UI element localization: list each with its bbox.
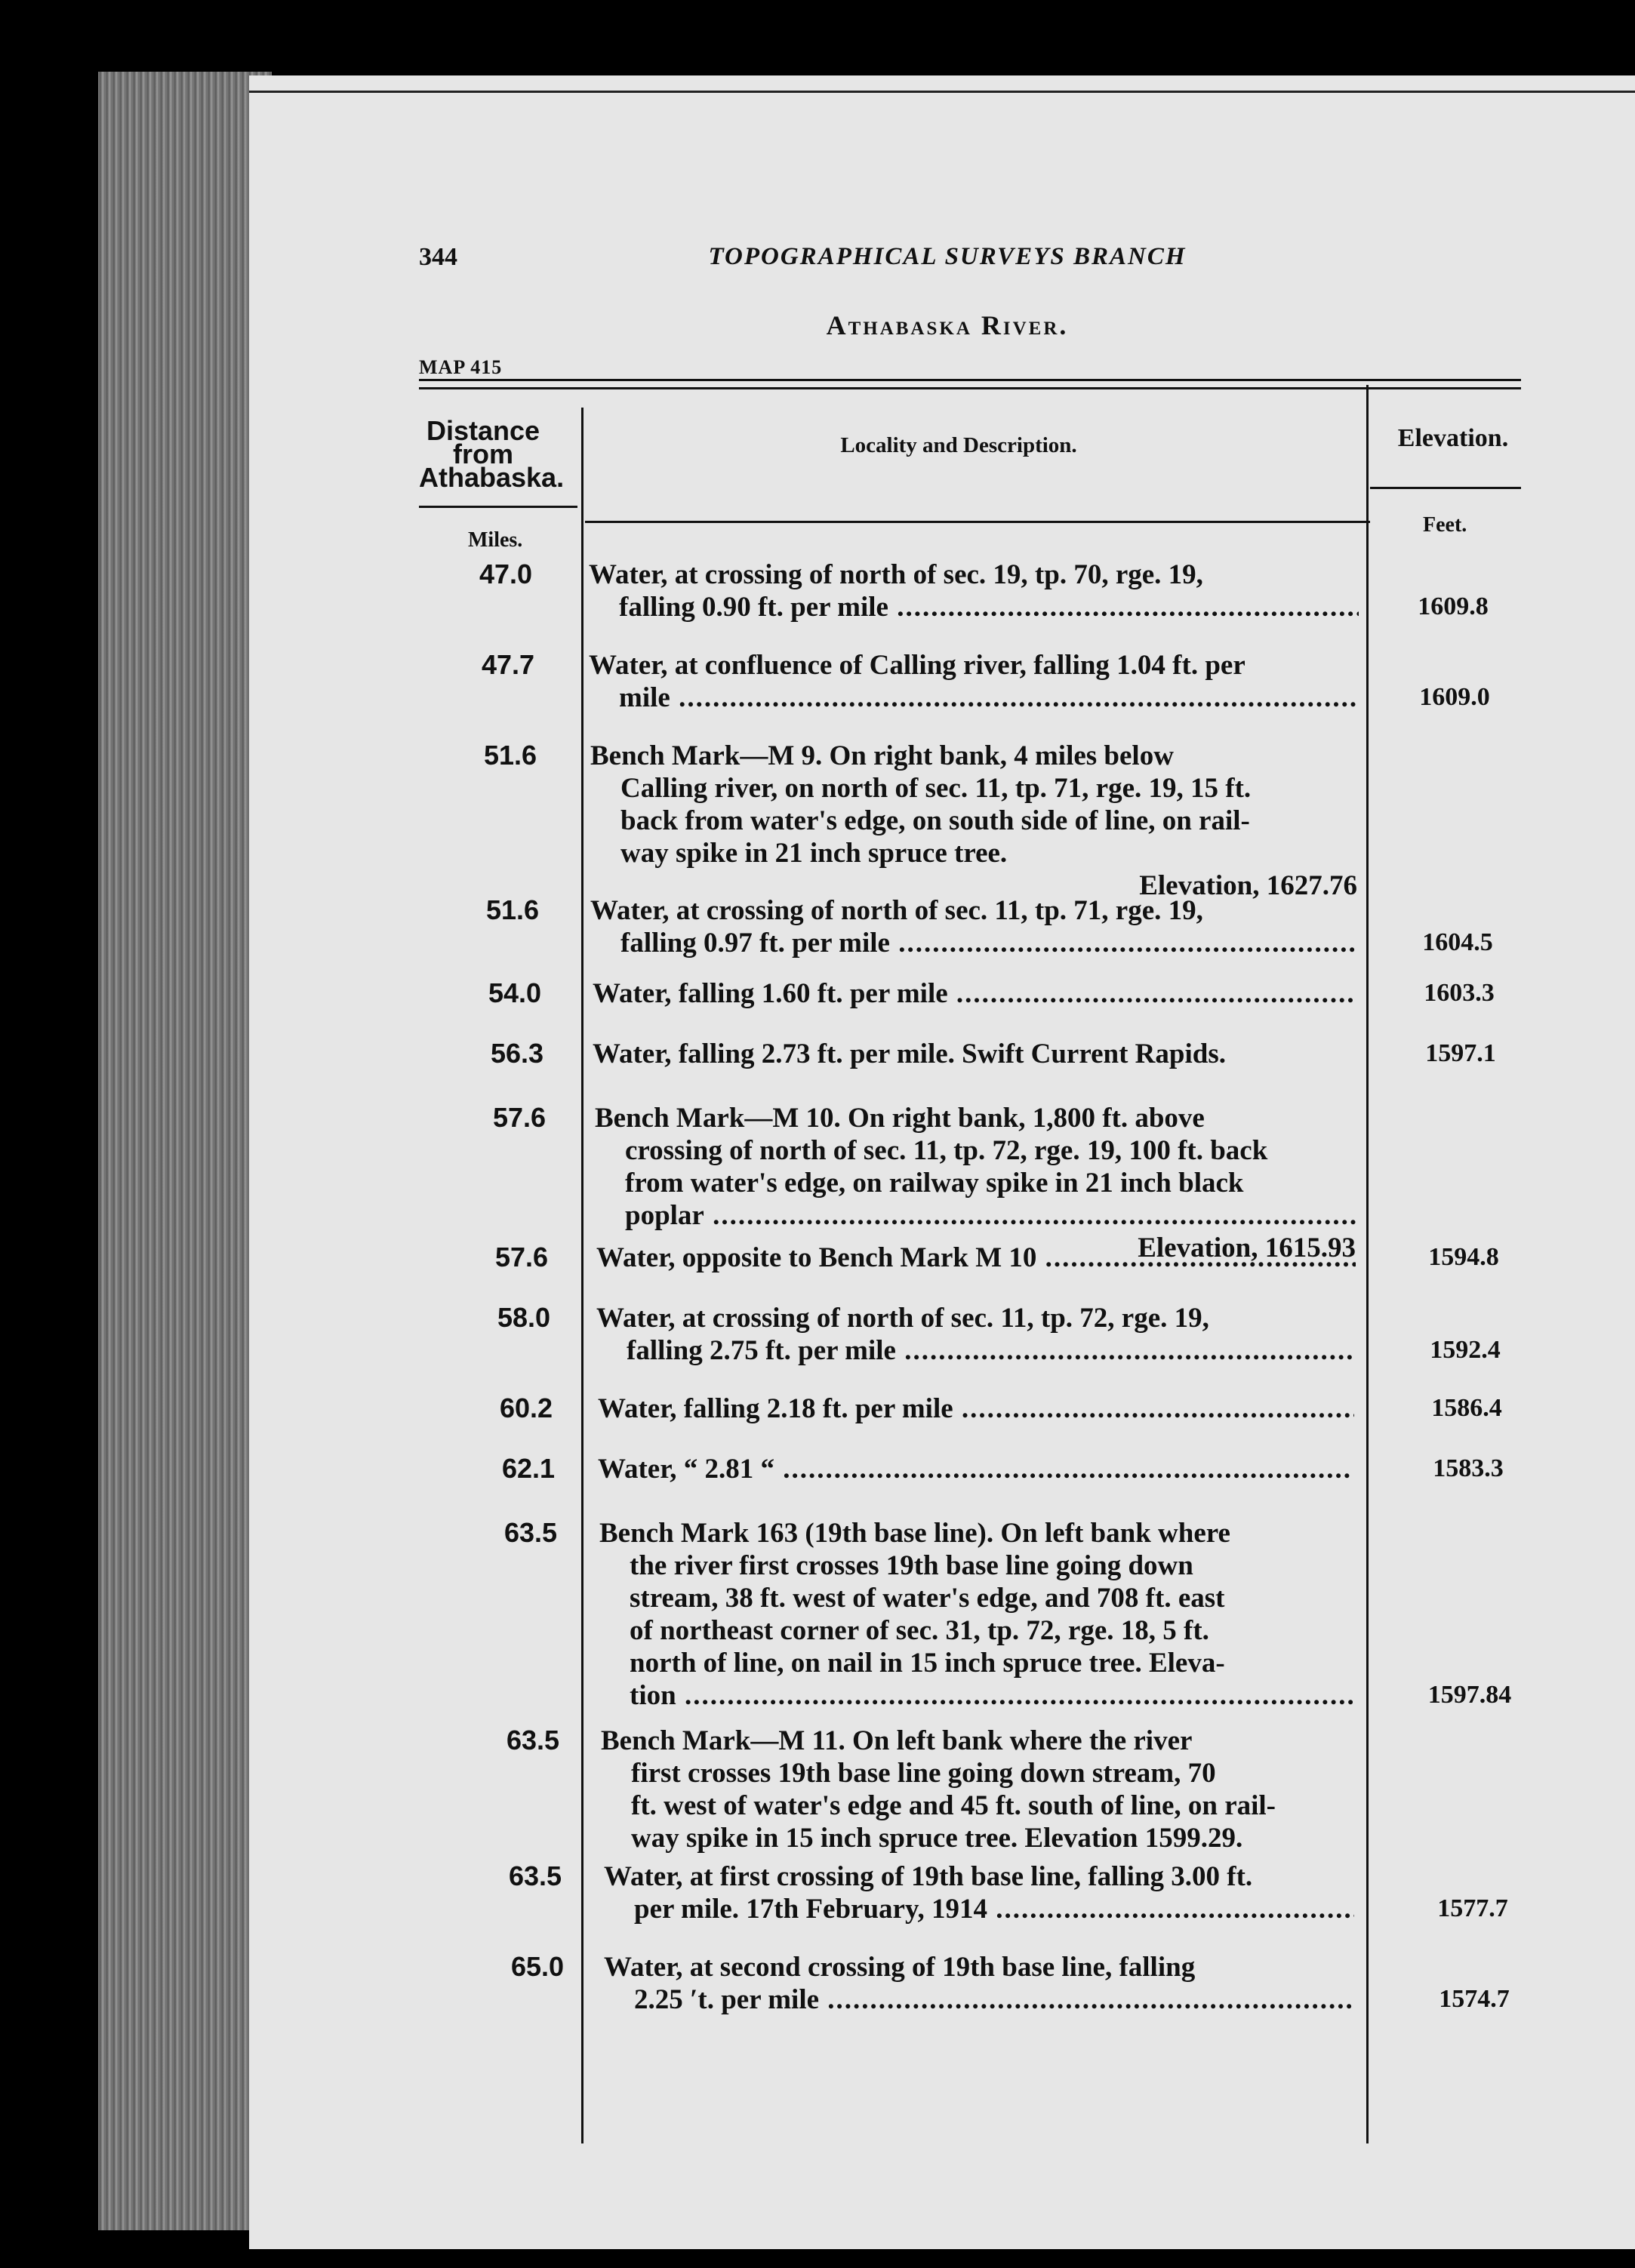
row-description xyxy=(593,977,1356,1010)
row-description xyxy=(604,1860,1354,1925)
column-rule-locality xyxy=(585,521,1370,523)
row-description xyxy=(599,1517,1353,1712)
description-line: Calling river, on north of sec. 11, tp. 71, rge. 19, 15 ft. xyxy=(620,773,1252,804)
description-line: Water, falling 2.18 ft. per mile ..... xyxy=(598,1392,1354,1425)
row-elevation: 1583.3 xyxy=(1433,1454,1504,1482)
description-line: tion ..... xyxy=(599,1679,1353,1712)
row-elevation: 1592.4 xyxy=(1430,1336,1501,1364)
document-page xyxy=(249,75,1635,2249)
description-line: ft. west of water's edge and 45 ft. south of line, on rail- xyxy=(631,1790,1276,1821)
description-line: mile ..... xyxy=(589,682,1357,714)
row-description xyxy=(598,1392,1354,1425)
description-line: falling 0.97 ft. per mile ..... xyxy=(590,927,1356,959)
description-line: north of line, on nail in 15 inch spruce tree. Eleva- xyxy=(630,1648,1225,1679)
row-distance: 60.2 xyxy=(499,1392,553,1423)
description-line: 2.25 ′t. per mile ..... xyxy=(604,1983,1353,2016)
column-header-locality: Locality and Description. xyxy=(840,433,1077,457)
description-line: Bench Mark—M 11. On left bank where the river xyxy=(601,1725,1193,1756)
row-elevation: 1609.0 xyxy=(1419,683,1490,711)
row-description xyxy=(593,1038,1355,1070)
page-header xyxy=(419,243,1476,288)
row-description xyxy=(590,740,1357,902)
row-elevation: 1594.8 xyxy=(1428,1243,1499,1271)
page-number: 344 xyxy=(419,243,457,271)
row-elevation: 1597.84 xyxy=(1427,1681,1512,1709)
column-header-distance: Distance from Athabaska. xyxy=(419,415,565,493)
description-line: Bench Mark—M 10. On right bank, 1,800 ft. above xyxy=(595,1103,1205,1134)
description-line: Water, at confluence of Calling river, falling 1.04 ft. per xyxy=(589,650,1245,681)
description-line: Elevation, 1615.93 xyxy=(1138,1232,1356,1263)
row-elevation: 1604.5 xyxy=(1422,928,1493,956)
description-line: from water's edge, on railway spike in 21 inch black xyxy=(625,1168,1244,1199)
row-distance: 65.0 xyxy=(510,1951,565,1982)
description-line: of northeast corner of sec. 31, tp. 72, rge. 18, 5 ft. xyxy=(630,1615,1209,1646)
row-elevation: 1586.4 xyxy=(1431,1394,1502,1422)
row-distance: 56.3 xyxy=(490,1038,544,1069)
row-distance: 57.6 xyxy=(494,1242,549,1272)
row-distance: 63.5 xyxy=(508,1860,562,1891)
column-divider-right xyxy=(1366,385,1369,2143)
description-line: Water, at crossing of north of sec. 11, tp. 72, rge. 19, xyxy=(596,1303,1209,1334)
description-line: stream, 38 ft. west of water's edge, and 708 ft. east xyxy=(630,1583,1225,1614)
description-line: way spike in 15 inch spruce tree. Elevation 1599.29. xyxy=(631,1823,1243,1854)
row-distance: 58.0 xyxy=(497,1302,551,1333)
row-description xyxy=(601,1725,1353,1854)
description-line: Bench Mark—M 9. On right bank, 4 miles below xyxy=(590,740,1174,771)
row-description xyxy=(598,1453,1353,1485)
row-description xyxy=(589,559,1359,623)
book-page-edges xyxy=(98,72,272,2230)
description-line: Water, “ 2.81 “ ..... xyxy=(598,1453,1353,1485)
row-distance: 51.6 xyxy=(485,894,540,925)
column-rule-elevation xyxy=(1370,487,1521,489)
row-elevation: 1577.7 xyxy=(1437,1894,1508,1922)
description-line: back from water's edge, on south side of line, on rail- xyxy=(620,805,1250,836)
description-line: Water, falling 2.73 ft. per mile. Swift Current Rapids. xyxy=(593,1039,1226,1069)
row-description xyxy=(596,1302,1354,1367)
row-elevation: 1597.1 xyxy=(1425,1039,1496,1067)
row-description xyxy=(595,1102,1356,1264)
description-line: Water, at second crossing of 19th base line, falling xyxy=(604,1952,1196,1983)
description-line: falling 2.75 ft. per mile ..... xyxy=(596,1334,1354,1367)
column-rule-distance xyxy=(419,506,577,508)
description-line: Elevation, 1627.76 xyxy=(1139,870,1357,901)
description-line: first crosses 19th base line going down stream, 70 xyxy=(631,1758,1216,1789)
row-elevation: 1603.3 xyxy=(1424,979,1495,1007)
description-line: Water, opposite to Bench Mark M 10 ..... xyxy=(596,1242,1356,1274)
row-description xyxy=(590,894,1356,959)
page-top-edge xyxy=(249,91,1635,93)
description-line: Water, at first crossing of 19th base line, falling 3.00 ft. xyxy=(604,1861,1253,1892)
description-line: Water, at crossing of north of sec. 11, tp. 71, rge. 19, xyxy=(590,895,1203,926)
row-description xyxy=(589,649,1357,714)
row-distance: 47.7 xyxy=(481,649,535,680)
description-line: Water, falling 1.60 ft. per mile ..... xyxy=(593,977,1356,1010)
row-distance: 47.0 xyxy=(479,559,533,589)
description-line: falling 0.90 ft. per mile ..... xyxy=(589,591,1359,623)
header-double-rule xyxy=(419,379,1521,389)
description-line: poplar ..... xyxy=(595,1199,1356,1232)
running-title: TOPOGRAPHICAL SURVEYS BRANCH xyxy=(708,243,1187,270)
description-line: Bench Mark 163 (19th base line). On left bank where xyxy=(599,1518,1230,1549)
row-elevation: 1574.7 xyxy=(1439,1985,1510,2013)
column-header-elevation: Elevation. xyxy=(1397,424,1509,452)
row-distance: 57.6 xyxy=(492,1102,547,1133)
row-description xyxy=(596,1242,1356,1274)
description-line: way spike in 21 inch spruce tree. xyxy=(620,838,1008,869)
row-elevation: 1609.8 xyxy=(1418,592,1489,620)
row-distance: 63.5 xyxy=(506,1725,560,1756)
row-distance: 51.6 xyxy=(483,740,537,771)
description-line: per mile. 17th February, 1914 ..... xyxy=(604,1893,1354,1925)
row-description xyxy=(604,1951,1353,2016)
description-line: the river first crosses 19th base line going down xyxy=(630,1550,1193,1581)
section-title: Athabaska River. xyxy=(826,310,1069,340)
row-distance: 62.1 xyxy=(501,1453,556,1484)
map-label: MAP 415 xyxy=(419,356,503,378)
distance-unit: Miles. xyxy=(468,528,523,552)
description-line: Water, at crossing of north of sec. 19, tp. 70, rge. 19, xyxy=(589,559,1203,590)
row-distance: 63.5 xyxy=(503,1517,558,1548)
row-distance: 54.0 xyxy=(488,977,542,1008)
description-line: crossing of north of sec. 11, tp. 72, rge. 19, 100 ft. back xyxy=(625,1135,1268,1166)
elevation-unit: Feet. xyxy=(1423,513,1467,537)
